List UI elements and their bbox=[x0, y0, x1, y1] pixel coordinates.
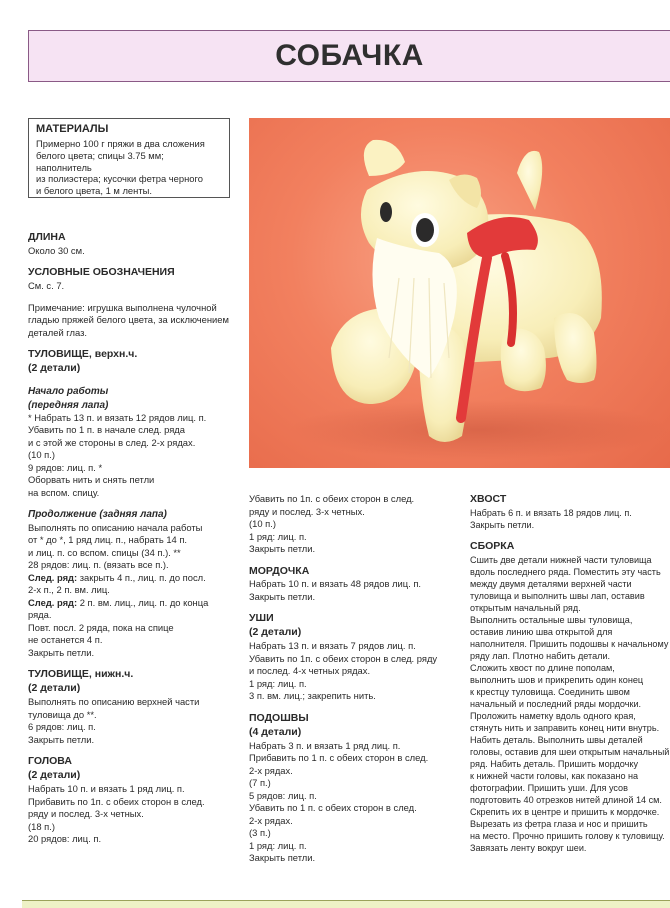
continue-text-2: Повт. посл. 2 ряда, пока на спице не останется 4 п. Закрыть петли. bbox=[28, 621, 174, 658]
knitted-dog-illustration bbox=[249, 118, 670, 468]
head-continued-text: Убавить по 1п. с обеих сторон в след. ряду и послед. 3-х четных. (10 п.) 1 ряд: лиц. п. Закрыть петли. bbox=[249, 493, 415, 554]
length-heading: ДЛИНА bbox=[28, 231, 66, 243]
next-row-2-text: 2 п. вм. лиц., лиц. п. до конца ряда. bbox=[28, 596, 209, 621]
page-title: СОБАЧКА bbox=[275, 39, 424, 72]
next-row-2-label: След. ряд: bbox=[28, 596, 78, 608]
bottom-band bbox=[22, 900, 670, 908]
soles-sub: (4 детали) bbox=[249, 725, 302, 738]
next-row-1-text: закрыть 4 п., лиц. п. до посл. 2-х п., 2 п. вм. лиц. bbox=[28, 571, 206, 596]
materials-text: Примерно 100 г пряжи в два сложения белого цвета; спицы 3.75 мм; наполнитель из полиэстера; кусочки фетра черного и белого цвета, 1 м ленты. bbox=[36, 138, 205, 196]
column-3 bbox=[470, 493, 670, 854]
torso-top-heading: ТУЛОВИЩЕ, верхн.ч. bbox=[28, 348, 138, 361]
next-row-2 bbox=[28, 597, 240, 622]
dog-photo bbox=[249, 118, 670, 468]
continue-heading: Продолжение (задняя лапа) bbox=[28, 509, 167, 521]
symbols-text: См. с. 7. bbox=[28, 280, 65, 292]
length-text: Около 30 см. bbox=[28, 244, 85, 256]
symbols-heading: УСЛОВНЫЕ ОБОЗНАЧЕНИЯ bbox=[28, 266, 175, 279]
tail-heading: ХВОСТ bbox=[470, 493, 507, 505]
start-heading: Начало работы (передняя лапа) bbox=[28, 386, 109, 411]
torso-bottom-sub: (2 детали) bbox=[28, 682, 81, 695]
start-text: * Набрать 13 п. и вязать 12 рядов лиц. п. Убавить по 1 п. в начале след. ряда и с этой же стороны в след. 2-х рядах. (10 п.) 9 рядов: лиц. п. * Оборвать нить и снять петли на вспом. спицу. bbox=[28, 411, 207, 498]
torso-top-sub: (2 детали) bbox=[28, 362, 81, 375]
continue-text-1: Выполнять по описанию начала работы от * до *, 1 ряд лиц. п., набрать 14 п. и лиц. п. со вспом. спицы (34 п.). ** 28 рядов: лиц. п. (вязать все п.). bbox=[28, 521, 203, 571]
column-2 bbox=[249, 493, 463, 865]
title-banner bbox=[28, 30, 670, 82]
materials-heading: МАТЕРИАЛЫ bbox=[36, 123, 109, 135]
ears-text: Набрать 13 п. и вязать 7 рядов лиц. п. Убавить по 1п. с обеих сторон в след. ряду и послед. 4-х четных рядах. 1 ряд: лиц. п. 3 п. вм. лиц.; закрепить нить. bbox=[249, 640, 438, 702]
muzzle-text: Набрать 10 п. и вязать 48 рядов лиц. п. Закрыть петли. bbox=[249, 578, 422, 602]
tail-text: Набрать 6 п. и вязать 18 рядов лиц. п. Закрыть петли. bbox=[470, 507, 632, 530]
head-sub: (2 детали) bbox=[28, 769, 81, 782]
ears-heading: УШИ bbox=[249, 612, 274, 625]
assembly-heading: СБОРКА bbox=[470, 539, 515, 552]
ears-sub: (2 детали) bbox=[249, 626, 302, 639]
head-heading: ГОЛОВА bbox=[28, 755, 72, 768]
next-row-1 bbox=[28, 572, 240, 597]
head-text: Набрать 10 п. и вязать 1 ряд лиц. п. Прибавить по 1п. с обеих сторон в след. ряду и послед. 3-х четных. (18 п.) 20 рядов: лиц. п. bbox=[28, 783, 205, 845]
assembly-text: Сшить две детали нижней части туловища вдоль последнего ряда. Поместить эту часть между двумя деталями верхней части туловища и выполнить швы лап, оставив открытым начальный ряд. Выполнить остальные швы туловища, оставив линию шва открытой для наполнителя. Пришить подошвы к начальному ряду лап. Плотно набить детали. Сложить хвост по длине пополам, выполнить шов и прикрепить один конец к крестцу туловища. Соединить швом начальный и последний ряды мордочки. Проложить наметку вдоль одного края, стянуть нить и заправить конец нити внутрь. Набить деталь. Выполнить швы деталей головы, оставив для шеи открытым начальный ряд. Набить деталь. Пришить мордочку к нижней части головы, как показано на фотографии. Пришить уши. Для усов подготовить 40 отрезков нитей длиной 14 см. Скрепить их в центре и пришить к мордочке. Вырезать из фетра глаза и нос и пришить на место. Прочно пришить голову к туловищу. Завязать ленту вокруг шеи. bbox=[470, 554, 670, 853]
soles-heading: ПОДОШВЫ bbox=[249, 711, 309, 724]
soles-text: Набрать 3 п. и вязать 1 ряд лиц. п. Прибавить по 1 п. с обеих сторон в след. 2-х рядах. (7 п.) 5 рядов: лиц. п. Убавить по 1 п. с обеих сторон в след. 2-х рядах. (3 п.) 1 ряд: лиц. п. Закрыть петли. bbox=[249, 739, 429, 864]
torso-bottom-text: Выполнять по описанию верхней части туловища до **. 6 рядов: лиц. п. Закрыть петли. bbox=[28, 696, 200, 745]
next-row-1-label: След. ряд: bbox=[28, 571, 78, 583]
muzzle-heading: МОРДОЧКА bbox=[249, 564, 310, 577]
column-1 bbox=[28, 231, 240, 846]
torso-bottom-heading: ТУЛОВИЩЕ, нижн.ч. bbox=[28, 668, 134, 681]
note-text: Примечание: игрушка выполнена чулочной гладью пряжей белого цвета, за исключением деталей глаз. bbox=[28, 301, 229, 338]
materials-box bbox=[28, 118, 230, 198]
